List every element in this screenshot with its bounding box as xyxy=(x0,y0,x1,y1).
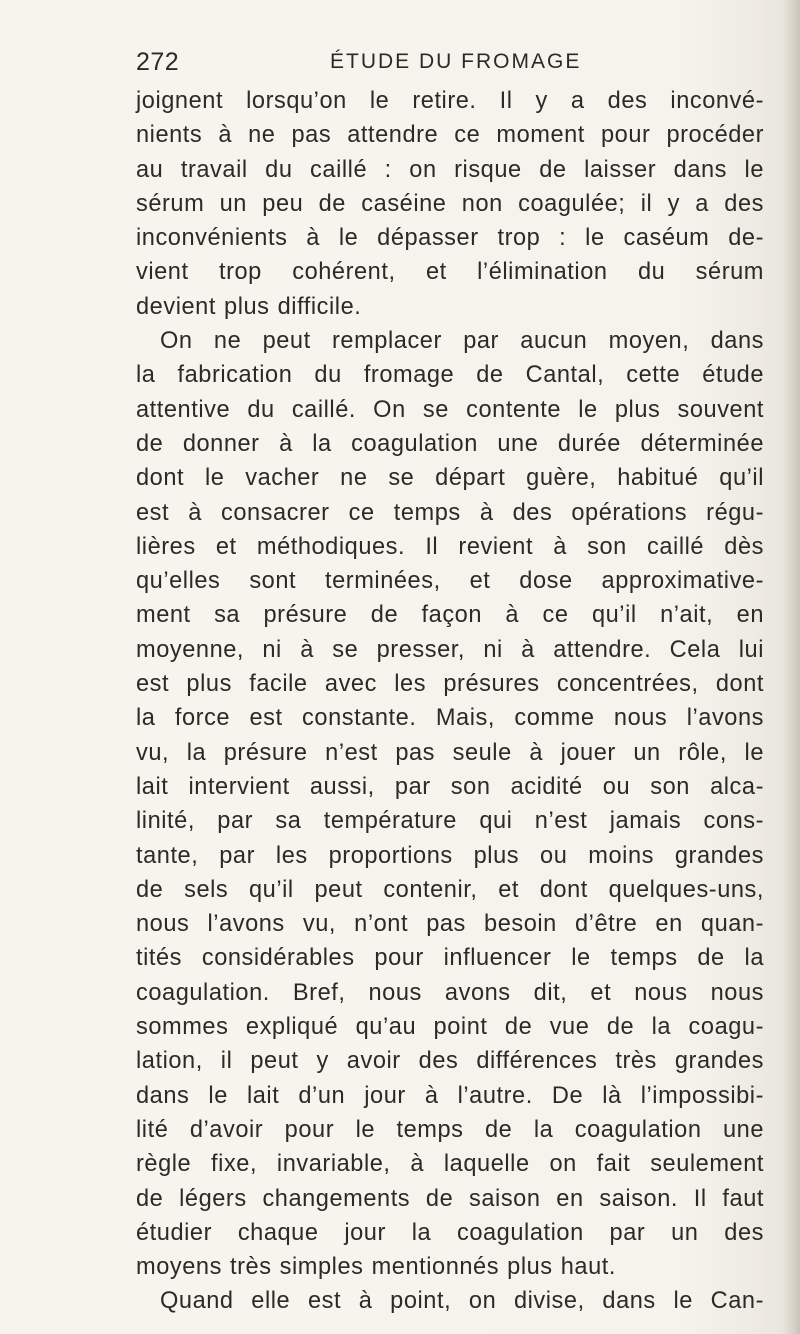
text-line: la fabrication du fromage de Cantal, cette étude xyxy=(136,362,764,389)
text-line: dont le vacher ne se départ guère, habitué qu’il xyxy=(136,465,764,492)
text-line: joignent lorsqu’on le retire. Il y a des inconvé- xyxy=(136,88,764,114)
text-line: règle fixe, invariable, à laquelle on fait seulement xyxy=(136,1151,764,1178)
text-line: au travail du caillé : on risque de laisser dans le xyxy=(136,156,764,183)
text-line: vu, la présure n’est pas seule à jouer un rôle, le xyxy=(136,739,764,766)
text-line: qu’elles sont terminées, et dose approximative- xyxy=(136,568,764,595)
page-header xyxy=(136,48,764,82)
paragraph-end-line: moyens très simples mentionnés plus haut. xyxy=(136,1254,616,1281)
text-line: lité d’avoir pour le temps de la coagulation une xyxy=(136,1116,764,1143)
body-text xyxy=(136,84,764,1319)
text-line: coagulation. Bref, nous avons dit, et nous nous xyxy=(136,979,764,1006)
paragraph-end-line: devient plus difficile. xyxy=(136,293,362,320)
text-line: de légers changements de saison en saison. Il faut xyxy=(136,1185,764,1212)
page-edge-shadow xyxy=(782,0,800,1334)
text-line: linité, par sa température qui n’est jamais cons- xyxy=(136,808,764,835)
page-number: 272 xyxy=(136,48,180,76)
text-line: inconvénients à le dépasser trop : le caséum de- xyxy=(136,225,764,252)
text-line: est à consacrer ce temps à des opérations régu- xyxy=(136,499,764,526)
text-line: ment sa présure de façon à ce qu’il n’ait, en xyxy=(136,602,764,629)
text-line: sérum un peu de caséine non coagulée; il y a des xyxy=(136,190,764,217)
text-line: de donner à la coagulation une durée déterminée xyxy=(136,430,764,457)
text-line: est plus facile avec les présures concentrées, dont xyxy=(136,671,764,698)
text-line: la force est constante. Mais, comme nous l’avons xyxy=(136,705,764,732)
paragraph-start-line: Quand elle est à point, on divise, dans le Can- xyxy=(160,1288,764,1315)
text-line: attentive du caillé. On se contente le plus souvent xyxy=(136,396,764,423)
text-line: étudier chaque jour la coagulation par un des xyxy=(136,1219,764,1246)
text-line: tités considérables pour influencer le temps de la xyxy=(136,945,764,972)
text-line: dans le lait d’un jour à l’autre. De là l’impossibi- xyxy=(136,1082,764,1109)
paragraph-start-line: On ne peut remplacer par aucun moyen, dans xyxy=(160,328,764,355)
text-line: nients à ne pas attendre ce moment pour procéder xyxy=(136,122,764,149)
text-line: lation, il peut y avoir des différences très grandes xyxy=(136,1048,764,1075)
text-line: tante, par les proportions plus ou moins grandes xyxy=(136,842,764,869)
text-line: de sels qu’il peut contenir, et dont quelques-uns, xyxy=(136,876,764,903)
text-line: nous l’avons vu, n’ont pas besoin d’être en quan- xyxy=(136,911,764,938)
text-line: lait intervient aussi, par son acidité ou son alca- xyxy=(136,773,764,800)
text-line: vient trop cohérent, et l’élimination du sérum xyxy=(136,259,764,286)
text-line: sommes expliqué qu’au point de vue de la coagu- xyxy=(136,1014,764,1041)
running-title: ÉTUDE DU FROMAGE xyxy=(330,50,582,73)
text-line: lières et méthodiques. Il revient à son caillé dès xyxy=(136,533,764,560)
text-line: moyenne, ni à se presser, ni à attendre. Cela lui xyxy=(136,636,764,663)
